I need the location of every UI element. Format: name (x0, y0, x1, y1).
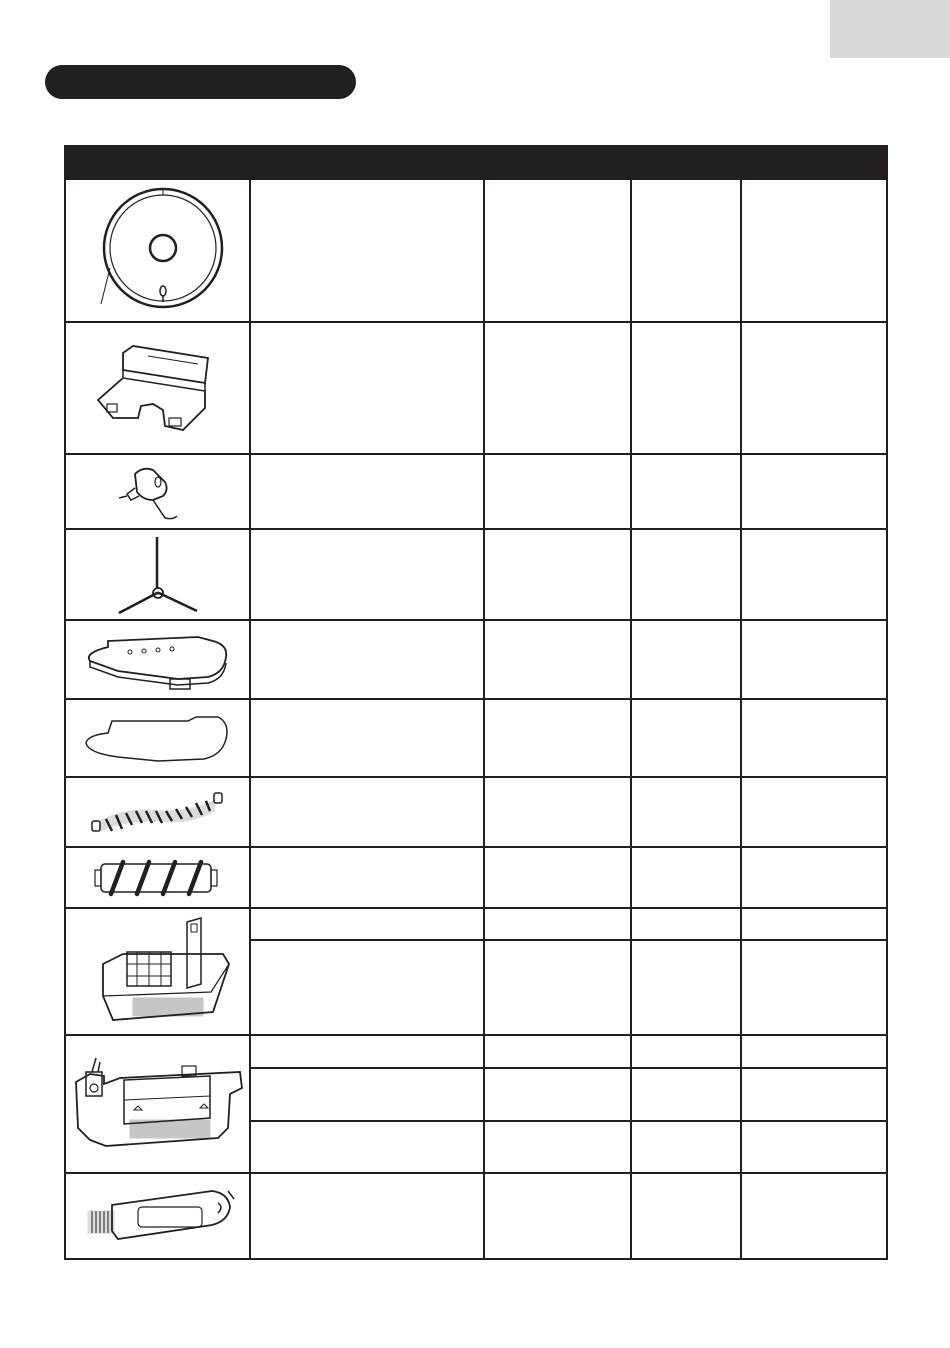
cell (484, 940, 631, 1035)
cell (741, 699, 887, 777)
cell (484, 1121, 631, 1173)
part-name (250, 699, 484, 777)
table-row (65, 777, 887, 847)
column-header (741, 146, 887, 179)
cell (631, 1068, 741, 1121)
cell (631, 454, 741, 529)
table-row (65, 179, 887, 322)
part-name (250, 908, 484, 940)
cell (631, 908, 741, 940)
side-brush-icon (113, 533, 203, 617)
table-row (65, 699, 887, 777)
cell (631, 777, 741, 847)
cell (631, 699, 741, 777)
mop-pad-icon (78, 705, 238, 771)
table-row (65, 322, 887, 454)
parts-table (64, 145, 888, 1260)
part-name (250, 179, 484, 322)
power-adapter-icon (113, 460, 203, 524)
cell (484, 529, 631, 620)
cell (484, 1068, 631, 1121)
cell (631, 1121, 741, 1173)
column-header (484, 146, 631, 179)
cell (484, 777, 631, 847)
cell (741, 1121, 887, 1173)
rubber-brush-icon (93, 858, 223, 898)
section-title-pill (45, 65, 356, 99)
part-name (250, 777, 484, 847)
cell (631, 322, 741, 454)
table-row (65, 529, 887, 620)
cell (631, 529, 741, 620)
part-name (250, 529, 484, 620)
part-name (250, 940, 484, 1035)
cell (484, 847, 631, 908)
cell (741, 1173, 887, 1259)
cell (484, 322, 631, 454)
cell (631, 179, 741, 322)
cell (484, 454, 631, 529)
cell (741, 847, 887, 908)
part-name (250, 620, 484, 699)
cell (741, 179, 887, 322)
water-tank-icon (70, 1054, 245, 1154)
column-header (65, 146, 250, 179)
table-header-row (65, 146, 887, 179)
cell (741, 777, 887, 847)
cell (484, 1173, 631, 1259)
cell (484, 699, 631, 777)
table-row (65, 908, 887, 940)
cell (484, 908, 631, 940)
cell (741, 322, 887, 454)
table-row (65, 454, 887, 529)
part-name (250, 1121, 484, 1173)
table-row (65, 620, 887, 699)
cell (741, 454, 887, 529)
cell (741, 940, 887, 1035)
cell (741, 1068, 887, 1121)
cleaning-tool-icon (78, 1181, 238, 1251)
cell (631, 940, 741, 1035)
robot-vacuum-icon (83, 186, 233, 316)
part-name (250, 1035, 484, 1068)
mop-holder-icon (78, 627, 238, 693)
table-row (65, 1173, 887, 1259)
cell (631, 1173, 741, 1259)
cell (631, 847, 741, 908)
dust-bin-icon (83, 914, 233, 1029)
column-header (631, 146, 741, 179)
main-brush-icon (88, 787, 228, 837)
column-header (250, 146, 484, 179)
cell (484, 620, 631, 699)
cell (741, 620, 887, 699)
cell (741, 529, 887, 620)
cell (631, 1035, 741, 1068)
cell (631, 620, 741, 699)
table-row (65, 1035, 887, 1068)
cell (484, 1035, 631, 1068)
part-name (250, 322, 484, 454)
cell (484, 179, 631, 322)
table-row (65, 847, 887, 908)
cell (741, 908, 887, 940)
part-name (250, 1068, 484, 1121)
cell (741, 1035, 887, 1068)
language-tab (830, 0, 950, 58)
part-name (250, 1173, 484, 1259)
part-name (250, 454, 484, 529)
part-name (250, 847, 484, 908)
charging-dock-icon (93, 338, 223, 438)
